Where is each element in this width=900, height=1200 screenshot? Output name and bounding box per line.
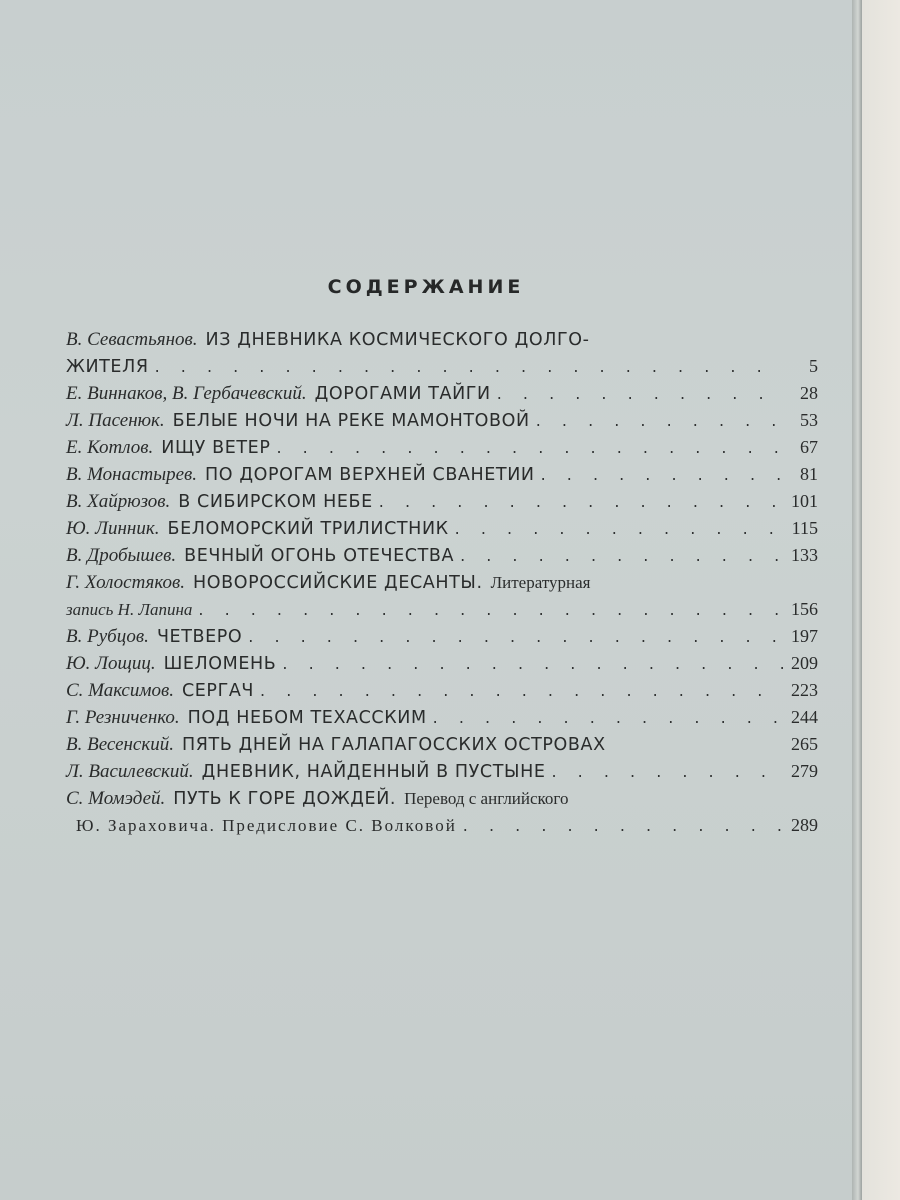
dot-leader — [155, 353, 784, 380]
entry-page-number: 101 — [791, 491, 818, 511]
background-surface — [862, 0, 900, 1200]
entry-title: ШЕЛОМЕНЬ — [163, 654, 277, 674]
list-item — [66, 650, 818, 677]
list-item — [66, 731, 818, 758]
list-item — [66, 623, 818, 650]
dot-leader — [260, 677, 784, 704]
entry-page-number: 133 — [791, 545, 818, 565]
entry-title: ИЗ ДНЕВНИКА КОСМИЧЕСКОГО ДОЛГО- — [205, 330, 590, 350]
entry-title: ПО ДОРОГАМ ВЕРХНЕЙ СВАНЕТИИ — [205, 465, 535, 485]
entry-title: ПУТЬ К ГОРЕ ДОЖДЕЙ. — [173, 789, 397, 809]
list-item — [66, 407, 818, 434]
contents-heading: СОДЕРЖАНИЕ — [327, 276, 525, 298]
entry-title: БЕЛЫЕ НОЧИ НА РЕКЕ МАМОНТОВОЙ — [172, 411, 530, 431]
dot-leader — [552, 758, 785, 785]
entry-title: БЕЛОМОРСКИЙ ТРИЛИСТНИК — [167, 519, 449, 539]
dot-leader — [463, 812, 784, 839]
list-item-continuation — [66, 812, 818, 839]
entry-author: Л. Василевский. — [66, 761, 194, 782]
entry-page-number: 265 — [791, 734, 818, 754]
dot-leader — [455, 515, 784, 542]
entry-page-number: 53 — [800, 410, 818, 430]
entry-page-number: 244 — [791, 707, 818, 727]
list-item — [66, 785, 818, 812]
list-item — [66, 569, 818, 596]
entry-page-number: 223 — [791, 680, 818, 700]
entry-title: ВЕЧНЫЙ ОГОНЬ ОТЕЧЕСТВА — [184, 546, 455, 566]
entry-note: Перевод с английского — [404, 789, 569, 808]
page-edge — [852, 0, 862, 1200]
list-item-continuation — [66, 353, 818, 380]
entry-author: Е. Котлов. — [66, 437, 154, 458]
entry-author: С. Момэдей. — [66, 788, 166, 809]
entry-author: В. Монастырев. — [66, 464, 198, 485]
list-item — [66, 515, 818, 542]
entry-title: ПОД НЕБОМ ТЕХАССКИМ — [187, 708, 427, 728]
list-item — [66, 488, 818, 515]
entry-title: В СИБИРСКОМ НЕБЕ — [178, 492, 373, 512]
entry-author: Л. Пасенюк. — [66, 410, 165, 431]
entry-author: В. Дробышев. — [66, 545, 177, 566]
entry-page-number: 67 — [800, 437, 818, 457]
dot-leader — [541, 461, 784, 488]
entry-author: В. Весенский. — [66, 734, 175, 755]
list-item — [66, 758, 818, 785]
entry-note-continuation: запись Н. Лапина — [66, 600, 193, 619]
entry-page-number: 289 — [791, 815, 818, 835]
dot-leader — [248, 623, 784, 650]
entry-title: ПЯТЬ ДНЕЙ НА ГАЛАПАГОССКИХ ОСТРОВАХ — [182, 735, 606, 755]
dot-leader — [536, 407, 784, 434]
dot-leader — [460, 542, 784, 569]
list-item — [66, 326, 818, 353]
dot-leader — [433, 704, 784, 731]
list-item — [66, 380, 818, 407]
entry-page-number: 209 — [791, 653, 818, 673]
entry-author: Ю. Лощиц. — [66, 653, 156, 674]
entry-author: Г. Резниченко. — [66, 707, 180, 728]
entry-title: СЕРГАЧ — [181, 681, 255, 701]
entry-author: Ю. Линник. — [66, 518, 160, 539]
dot-leader — [379, 488, 784, 515]
entry-page-number: 81 — [800, 464, 818, 484]
entry-title-continuation: ЖИТЕЛЯ — [66, 357, 149, 377]
entry-page-number: 197 — [791, 626, 818, 646]
entry-title: ИЩУ ВЕТЕР — [161, 438, 271, 458]
list-item — [66, 461, 818, 488]
list-item — [66, 677, 818, 704]
dot-leader — [282, 650, 784, 677]
list-item-continuation — [66, 596, 818, 623]
entry-page-number: 5 — [809, 356, 818, 376]
list-item — [66, 704, 818, 731]
entry-page-number: 156 — [791, 599, 818, 619]
entry-title: ДОРОГАМИ ТАЙГИ — [314, 384, 491, 404]
entry-title: ЧЕТВЕРО — [156, 627, 243, 647]
entry-title: НОВОРОССИЙСКИЕ ДЕСАНТЫ. — [193, 573, 483, 593]
entry-title: ДНЕВНИК, НАЙДЕННЫЙ В ПУСТЫНЕ — [201, 762, 546, 782]
entry-author: Е. Виннаков, В. Гербачевский. — [66, 383, 307, 404]
dot-leader — [198, 596, 784, 623]
entry-author: В. Рубцов. — [66, 626, 149, 647]
entry-author: Г. Холостяков. — [66, 572, 186, 593]
entry-note: Литературная — [490, 573, 591, 592]
entry-page-number: 279 — [791, 761, 818, 781]
entry-author: В. Севастьянов. — [66, 329, 198, 350]
list-item — [66, 434, 818, 461]
entry-author: С. Максимов. — [66, 680, 174, 701]
entry-page-number: 28 — [800, 383, 818, 403]
dot-leader — [497, 380, 784, 407]
dot-leader — [276, 434, 784, 461]
entry-note-continuation: Ю. Зараховича. Предисловие С. Волковой — [76, 816, 457, 835]
entry-page-number: 115 — [791, 518, 818, 538]
contents-list — [66, 326, 818, 839]
entry-author: В. Хайрюзов. — [66, 491, 171, 512]
list-item — [66, 542, 818, 569]
